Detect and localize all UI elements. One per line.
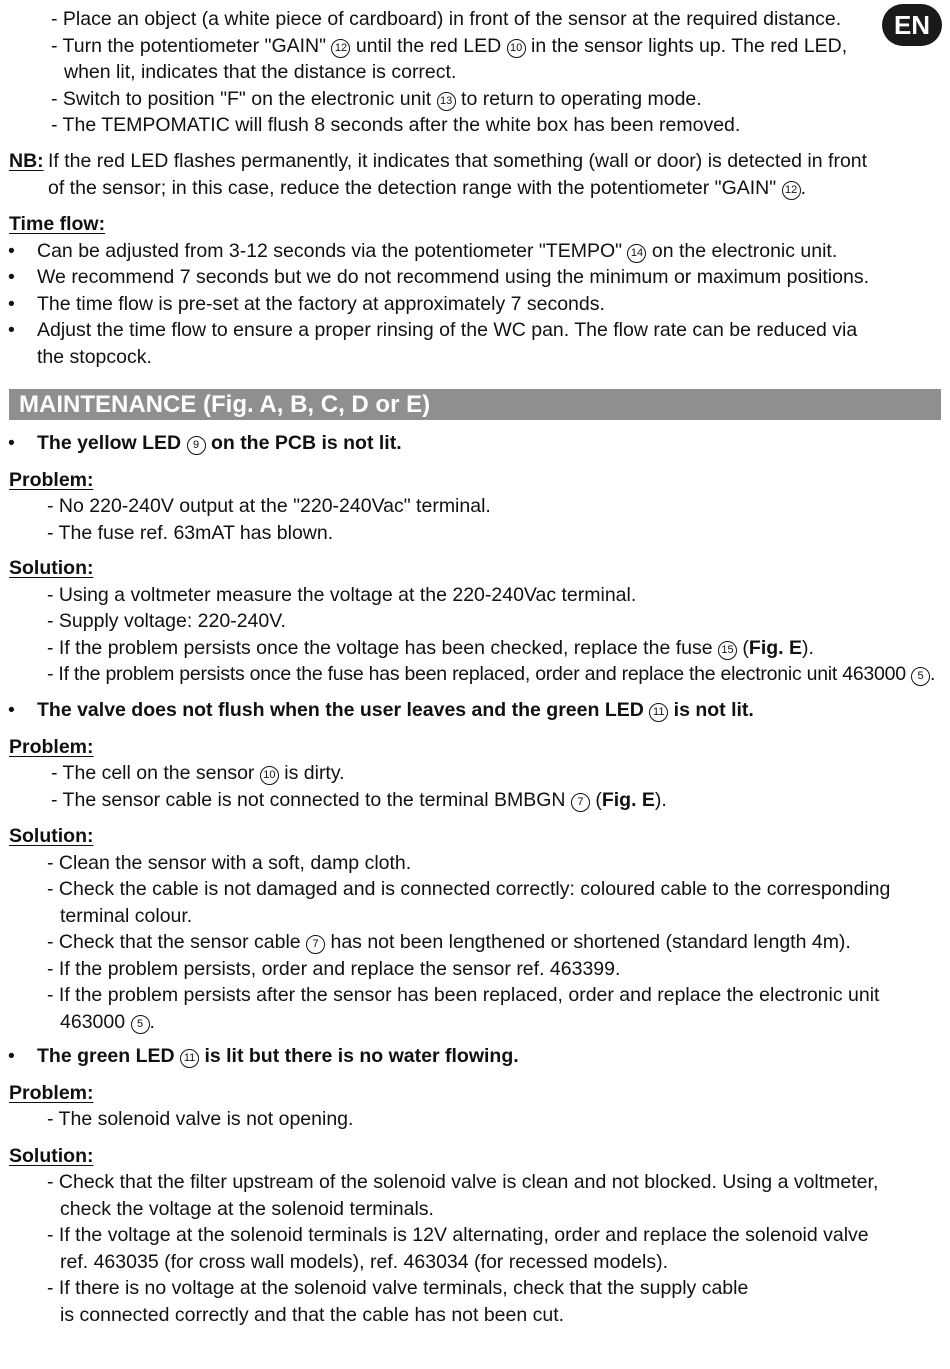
- time-flow-item: • We recommend 7 seconds but we do not recommend using the minimum or maximum positions.: [0, 264, 950, 291]
- callout-11: 11: [649, 703, 668, 722]
- solution-item: - If there is no voltage at the solenoid valve terminals, check that the supply cable is connected correctly and that the cable has not been cut.: [47, 1277, 749, 1326]
- solution-item: - Clean the sensor with a soft, damp cloth.: [47, 851, 412, 874]
- callout-7: 7: [571, 793, 590, 812]
- solution-item: - Check that the filter upstream of the solenoid valve is clean and not blocked. Using a voltmeter, check the voltage at the solenoid terminals.: [47, 1171, 879, 1220]
- problem-item: - The sensor cable is not connected to the terminal BMBGN 7 (Fig. E).: [51, 788, 667, 811]
- time-flow-heading: Time flow:: [9, 213, 106, 235]
- callout-12: 12: [331, 39, 350, 58]
- bullet-icon: •: [8, 239, 15, 262]
- problem-item: - The fuse ref. 63mAT has blown.: [47, 521, 334, 544]
- solution-item: - Supply voltage: 220-240V.: [47, 610, 286, 632]
- problem-item: - The solenoid valve is not opening.: [47, 1108, 354, 1130]
- solution-heading: Solution:: [9, 557, 94, 579]
- problem-heading: Problem:: [9, 468, 94, 491]
- solution-item: - If the voltage at the solenoid terminals is 12V alternating, order and replace the solenoid valve ref. 463035 (for cross wall models), ref. 463034 (for recessed models).: [47, 1224, 869, 1273]
- solution-item: - If the problem persists once the fuse has been replaced, order and replace the electronic unit 463000 5 .: [47, 663, 936, 685]
- solution-item: - If the problem persists once the voltage has been checked, replace the fuse 15 (Fig. E).: [47, 636, 814, 659]
- issue-title: • The green LED 11 is lit but there is no water flowing.: [0, 1043, 950, 1070]
- issue-title: • The yellow LED 9 on the PCB is not lit.: [0, 430, 950, 457]
- problem-item: - No 220-240V output at the "220-240Vac" terminal.: [47, 495, 491, 517]
- nb-note: NB: If the red LED flashes permanently, it indicates that something (wall or door) is detected in front of the sensor; in this case, reduce the detection range with the potentiometer "GAIN" 12 .: [9, 150, 868, 199]
- time-flow-item: • Adjust the time flow to ensure a proper rinsing of the WC pan. The flow rate can be reduced via the stopcock.: [8, 319, 858, 368]
- time-flow-item: • Can be adjusted from 3-12 seconds via the potentiometer "TEMPO" 14 on the electronic unit.: [0, 238, 950, 265]
- callout-14: 14: [627, 244, 646, 263]
- callout-5: 5: [131, 1015, 150, 1034]
- bullet-icon: •: [8, 699, 15, 721]
- step-switch-f: - Switch to position "F" on the electronic unit 13 to return to operating mode.: [51, 87, 702, 110]
- callout-13: 13: [437, 92, 456, 111]
- callout-10: 10: [507, 39, 526, 58]
- solution-item: - Using a voltmeter measure the voltage at the 220-240Vac terminal.: [47, 583, 637, 606]
- solution-item: - If the problem persists, order and replace the sensor ref. 463399.: [47, 957, 621, 980]
- step-place-object: - Place an object (a white piece of cardboard) in front of the sensor at the required distance.: [51, 8, 842, 30]
- maintenance-section-title: MAINTENANCE (Fig. A, B, C, D or E): [9, 389, 941, 420]
- step-flush: - The TEMPOMATIC will flush 8 seconds after the white box has been removed.: [51, 114, 741, 136]
- solution-item: - Check the cable is not damaged and is connected correctly: coloured cable to the corresponding terminal colour.: [47, 878, 891, 927]
- callout-9: 9: [187, 436, 206, 455]
- bullet-icon: •: [8, 292, 15, 315]
- callout-10: 10: [260, 766, 279, 785]
- language-badge: EN: [882, 4, 942, 46]
- callout-12: 12: [782, 181, 801, 200]
- callout-11: 11: [180, 1049, 199, 1068]
- problem-item: - The cell on the sensor 10 is dirty.: [51, 762, 345, 784]
- issue-title: • The valve does not flush when the user leaves and the green LED 11 is not lit.: [0, 697, 950, 724]
- issue-no-water-flowing: [0, 1043, 950, 1328]
- solution-heading: Solution:: [9, 825, 94, 847]
- nb-label: NB:: [9, 150, 44, 172]
- callout-15: 15: [718, 641, 737, 660]
- bullet-icon: •: [8, 319, 15, 341]
- solution-heading: Solution:: [9, 1144, 94, 1167]
- problem-heading: Problem:: [9, 735, 94, 758]
- solution-item: - Check that the sensor cable 7 has not been lengthened or shortened (standard length 4m).: [47, 931, 851, 953]
- issue-green-led-not-lit: [0, 697, 950, 1035]
- intro-steps: [0, 6, 950, 139]
- issue-yellow-led: [0, 430, 950, 688]
- callout-5: 5: [911, 667, 930, 686]
- step-turn-gain: - Turn the potentiometer "GAIN" 12 until the red LED 10 in the sensor lights up. The red LED, when lit, indicates that the distance is correct.: [51, 34, 848, 83]
- time-flow-item: • The time flow is pre-set at the factory at approximately 7 seconds.: [0, 291, 950, 318]
- bullet-icon: •: [8, 1045, 15, 1067]
- time-flow-section: [0, 211, 950, 370]
- callout-7: 7: [306, 935, 325, 954]
- bullet-icon: •: [8, 432, 15, 454]
- solution-item: - If the problem persists after the sensor has been replaced, order and replace the electronic unit 463000 5 .: [47, 984, 880, 1033]
- bullet-icon: •: [8, 266, 15, 288]
- problem-heading: Problem:: [9, 1081, 94, 1104]
